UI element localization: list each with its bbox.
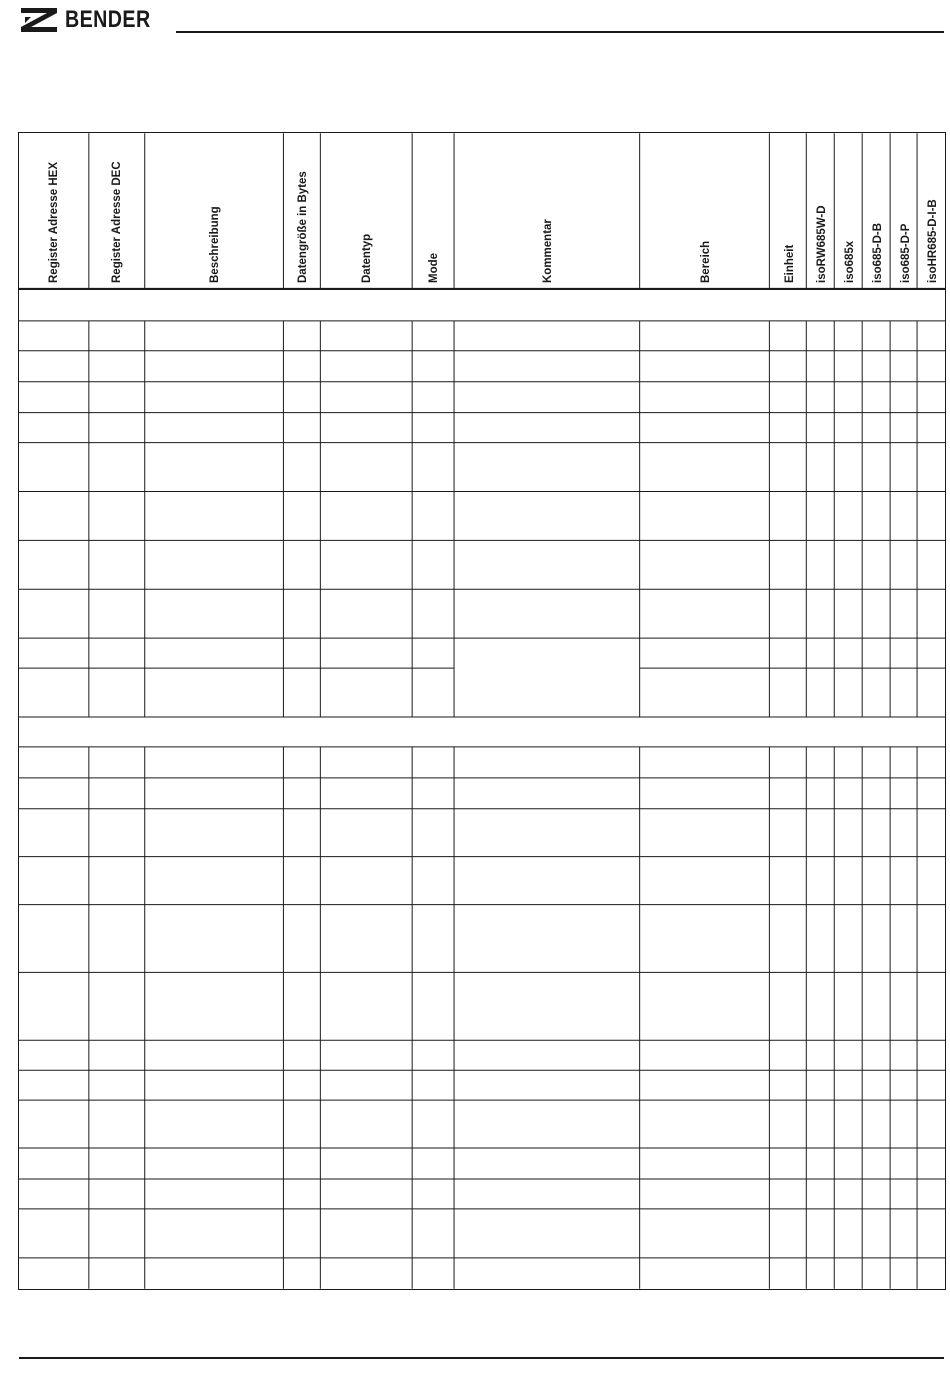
column-header: Bereich	[700, 240, 712, 283]
column-header: Beschreibung	[208, 206, 221, 283]
column-header: iso685x	[844, 240, 856, 283]
column-header: Mode	[428, 252, 440, 283]
column-header: Kommentar	[542, 219, 554, 283]
bender-logo	[19, 6, 169, 34]
column-header: isoRW685W-D	[816, 205, 828, 283]
register-table	[18, 132, 946, 1290]
column-header: Register Adresse DEC	[111, 161, 123, 283]
column-header: iso685-D-P	[899, 223, 912, 283]
column-header: iso685-D-B	[872, 222, 884, 283]
column-header: isoHR685-D-I-B	[927, 199, 939, 283]
column-header: Register Adresse HEX	[48, 161, 60, 283]
brand-name: BENDER	[65, 6, 151, 33]
column-header: Datengröße in Bytes	[296, 171, 309, 283]
column-header: Datentyp	[361, 233, 373, 283]
column-header: Einheit	[783, 244, 796, 283]
bender-logo-icon	[19, 8, 59, 32]
table-grid	[19, 133, 945, 1289]
footer-rule	[19, 1357, 944, 1359]
header-rule	[176, 31, 944, 33]
